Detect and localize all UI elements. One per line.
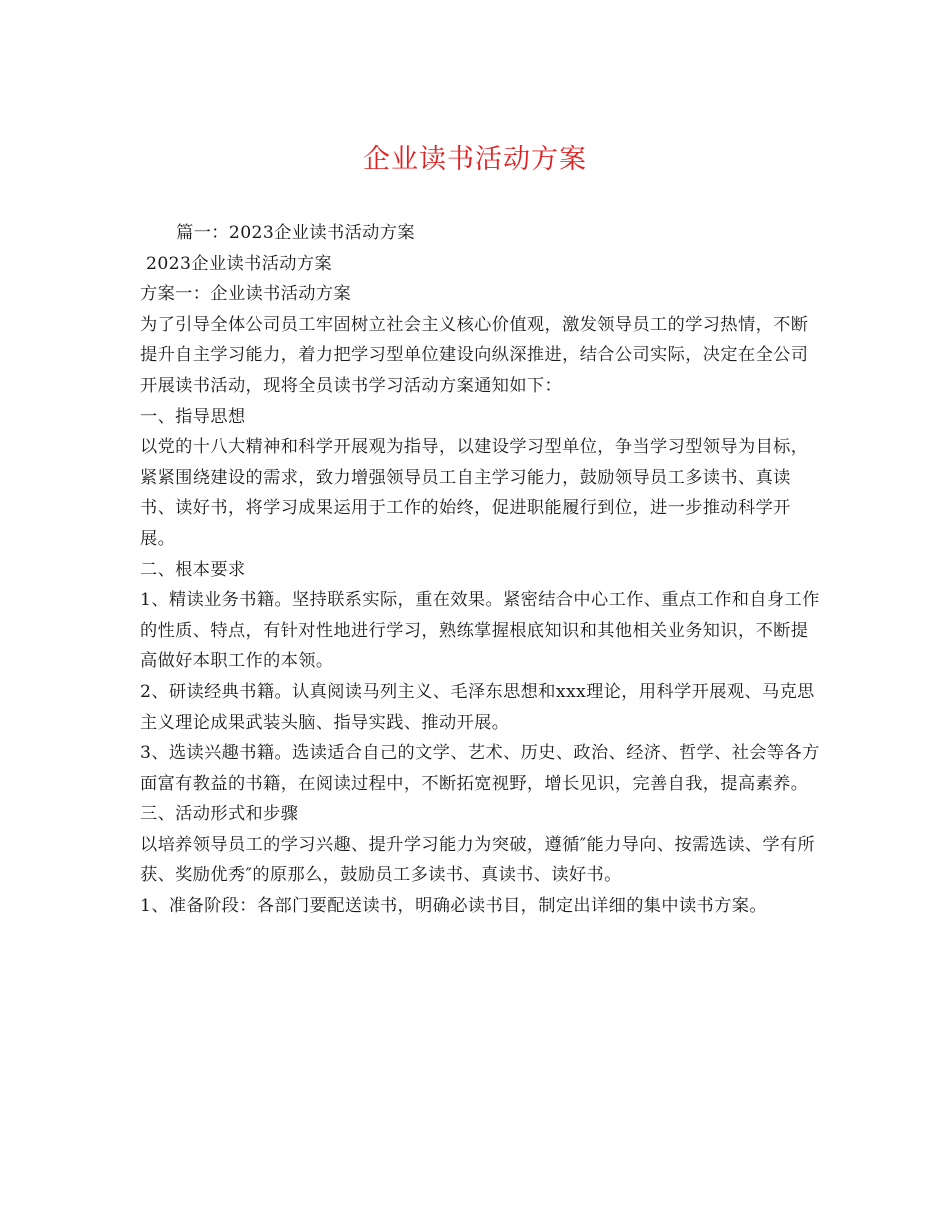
paragraph-subtitle: 2023企业读书活动方案 (146, 253, 333, 274)
document-title: 企业读书活动方案 (363, 144, 587, 175)
heading-basic-requirements: 二、根本要求 (140, 559, 246, 580)
heading-activity-steps: 三、活动形式和步骤 (140, 804, 299, 825)
document-body (140, 218, 820, 922)
paragraph-intro: 为了引导全体公司员工牢固树立社会主义核心价值观，激发领导员工的学习热情，不断提升自主学习能力，着力把学习型单位建设向纵深推进，结合公司实际，决定在全公司开展读书活动，现将全员读书学习活动方案通知如下： (140, 314, 809, 396)
paragraph-requirement-2: 2、研读经典书籍。认真阅读马列主义、毛泽东思想和xxx理论，用科学开展观、马克思主义理论成果武装头脑、指导实践、推动开展。 (140, 681, 815, 733)
paragraph-section-heading: 篇一：2023企业读书活动方案 (176, 223, 415, 243)
paragraph-guiding-ideology: 以党的十八大精神和科学开展观为指导，以建设学习型单位，争当学习型领导为目标，紧紧围绕建设的需求，致力增强领导员工自主学习能力，鼓励领导员工多读书、真读书、读好书，将学习成果运用于工作的始终，促进职能履行到位，进一步推动科学开展。 (140, 437, 809, 549)
paragraph-plan-heading: 方案一：企业读书活动方案 (140, 284, 352, 305)
paragraph-requirement-3: 3、选读兴趣书籍。选读适合自己的文学、艺术、历史、政治、经济、哲学、社会等各方面富有教益的书籍，在阅读过程中，不断拓宽视野，增长见识，完善自我，提高素养。 (140, 743, 820, 794)
paragraph-requirement-1: 1、精读业务书籍。坚持联系实际，重在效果。紧密结合中心工作、重点工作和自身工作的性质、特点，有针对性地进行学习，熟练掌握根底知识和其他相关业务知识，不断提高做好本职工作的本领。 (140, 590, 820, 672)
paragraph-step-1: 1、准备阶段：各部门要配送读书，明确必读书目，制定出详细的集中读书方案。 (140, 896, 767, 917)
heading-guiding-ideology: 一、指导思想 (140, 406, 246, 427)
paragraph-activity-intro: 以培养领导员工的学习兴趣、提升学习能力为突破，遵循″能力导向、按需选读、学有所获、奖励优秀″的原那么，鼓励员工多读书、真读书、读好书。 (140, 834, 816, 886)
